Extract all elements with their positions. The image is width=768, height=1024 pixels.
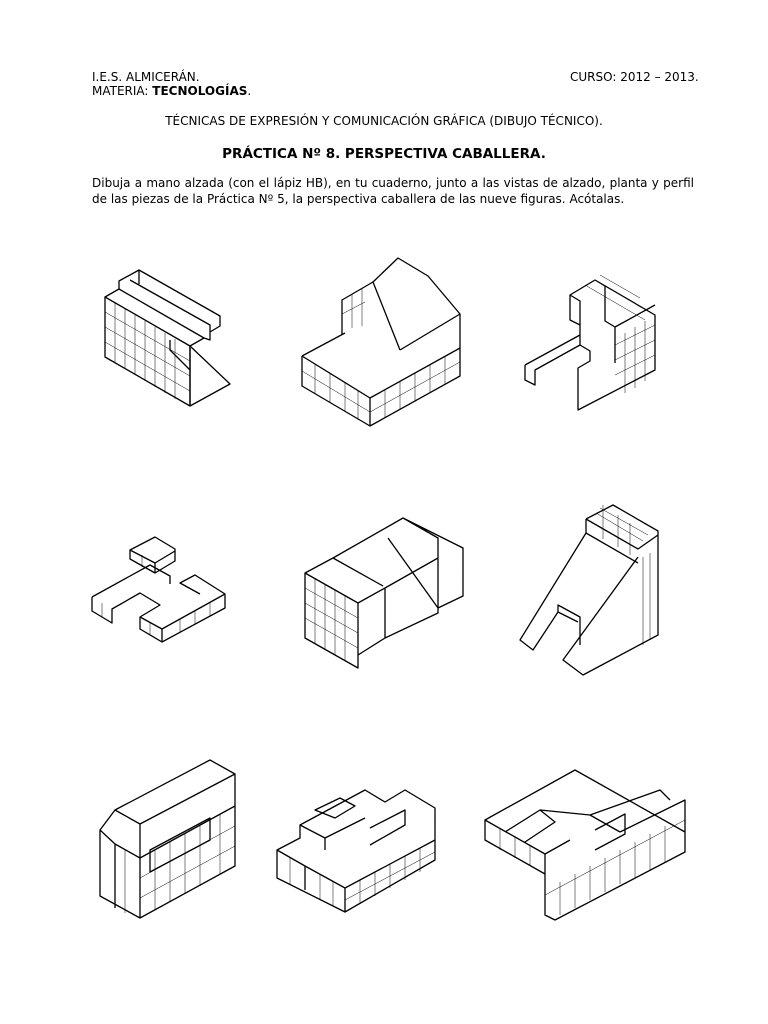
- instructions: Dibuja a mano alzada (con el lápiz HB), en tu cuaderno, junto a las vistas de alzado, planta y perfil de las piezas de la Práctica Nº 5, la perspectiva caballera de las nueve figuras. Acótalas.: [92, 176, 694, 206]
- isometric-figure-1: [90, 270, 250, 420]
- school-name: I.E.S. ALMICERÁN.: [92, 70, 200, 84]
- subject-label: MATERIA:: [92, 84, 153, 98]
- isometric-figure-4: [90, 525, 255, 650]
- subject-end: .: [247, 84, 252, 98]
- isometric-figure-6: [518, 505, 668, 680]
- isometric-figure-9: [480, 770, 690, 920]
- isometric-figure-2: [300, 258, 470, 428]
- isometric-figure-5: [303, 518, 468, 673]
- page-title: PRÁCTICA Nº 8. PERSPECTIVA CABALLERA.: [222, 146, 546, 162]
- subtitle: TÉCNICAS DE EXPRESIÓN Y COMUNICACIÓN GRÁFICA (DIBUJO TÉCNICO).: [165, 114, 603, 128]
- isometric-figure-8: [275, 770, 445, 920]
- subject-value: TECNOLOGÍAS: [152, 84, 248, 98]
- isometric-figure-7: [95, 760, 245, 920]
- course-year: CURSO: 2012 – 2013.: [570, 70, 699, 84]
- subject-line: [92, 84, 251, 99]
- isometric-figure-3: [520, 265, 670, 415]
